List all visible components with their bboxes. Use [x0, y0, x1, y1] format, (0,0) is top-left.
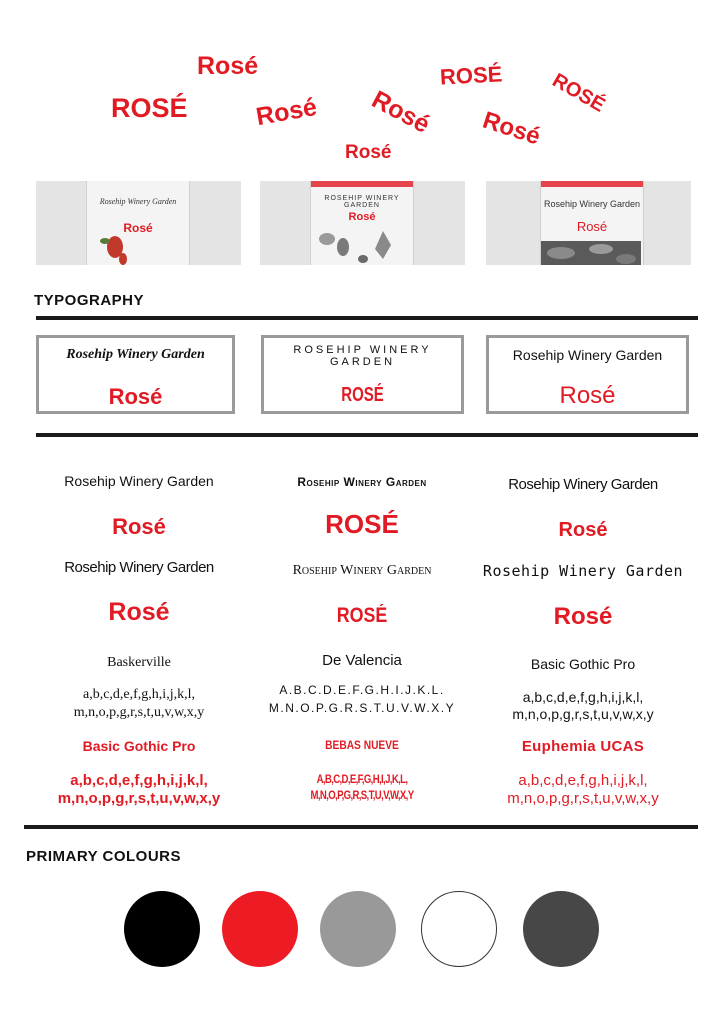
font-sample-rose: Rosé: [112, 514, 166, 539]
bottle-rose: Rosé: [123, 221, 153, 235]
colour-swatch-white: [421, 891, 497, 967]
alphabet-line: A.B.C.D.E.F.G.H.I.J.K.L.: [279, 683, 445, 697]
logo-rose: Rosé: [108, 384, 163, 409]
font-name: BEBAS NUEVE: [325, 738, 399, 752]
logo-box: [261, 335, 464, 414]
font-name: Basic Gothic Pro: [530, 656, 636, 672]
scatter-word: ROSÉ: [111, 93, 188, 123]
font-sample-brand: Rosehip Winery Garden: [64, 473, 214, 489]
alphabet-line: m,n,o,p,g,r,s,t,u,v,w,x,y: [512, 706, 654, 722]
colour-swatch-grey: [320, 891, 396, 967]
alphabet-line: A,B,C,D,E,F,G,H,I,J,K,L,: [316, 772, 408, 786]
scatter-word: Rosé: [479, 106, 544, 151]
font-sample-brand: Rosehip Winery Garden: [508, 476, 658, 493]
rosehip-icon: [95, 231, 135, 265]
leaves-pattern-icon: [541, 241, 641, 265]
alphabet-line: a,b,c,d,e,f,g,h,i,j,k,l,: [83, 687, 195, 702]
logo-brand: ROSEHIP WINERY GARDEN: [293, 344, 432, 368]
alphabet-line: m,n,o,p,g,r,s,t,u,v,w,x,y: [507, 790, 659, 807]
colours-title: PRIMARY COLOURS: [26, 848, 182, 865]
alphabet-line: a,b,c,d,e,f,g,h,i,j,k,l,: [522, 689, 644, 705]
colour-swatch-red: [222, 891, 298, 967]
bottle-mockup: [486, 181, 691, 265]
font-sample-rose: Rosé: [553, 603, 613, 630]
font-sample-rose: Rosé: [558, 519, 608, 541]
logo-box: [36, 335, 235, 414]
logo-brand: Rosehip Winery Garden: [512, 347, 663, 363]
font-sample-brand: Rosehip Winery Garden: [297, 475, 427, 489]
font-sample-rose: Rosé: [108, 598, 170, 626]
divider: [24, 825, 698, 829]
scatter-word: ROSÉ: [548, 69, 609, 117]
logo-rose: ROSÉ: [341, 384, 384, 406]
bottle-mockup: [36, 181, 241, 265]
bottle-brand: Rosehip Winery Garden: [543, 199, 641, 209]
font-name: De Valencia: [322, 652, 402, 669]
bottle-body: [540, 181, 644, 265]
bottle-cap: [311, 181, 413, 187]
logo-rose: Rosé: [559, 382, 616, 409]
bottle-brand: Rosehip Winery Garden: [99, 197, 177, 206]
rosehip-sketch-icon: [313, 225, 409, 265]
font-name: Basic Gothic Pro: [82, 738, 196, 754]
typography-title: TYPOGRAPHY: [34, 292, 145, 309]
divider: [36, 316, 698, 320]
alphabet-line: a,b,c,d,e,f,g,h,i,j,k,l,: [518, 772, 648, 789]
divider: [36, 433, 698, 437]
colour-swatch-dark-grey: [523, 891, 599, 967]
scatter-word: Rosé: [197, 52, 259, 80]
bottle-cap: [541, 181, 643, 187]
bottle-body: [310, 181, 414, 265]
bottle-mockup: [260, 181, 465, 265]
scatter-word: Rosé: [253, 92, 320, 132]
font-sample-rose: ROSÉ: [336, 604, 388, 627]
alphabet-line: m,n,o,p,g,r,s,t,u,v,w,x,y: [57, 790, 221, 807]
bottle-brand: ROSEHIP WINERY GARDEN: [324, 195, 400, 209]
font-sample-rose: ROSÉ: [325, 509, 399, 539]
font-sample-brand: Rosehip Winery Garden: [64, 559, 214, 576]
alphabet-line: M.N.O.P.G.R.S.T.U.V.W.X.Y: [268, 701, 456, 715]
font-name: Baskerville: [107, 655, 171, 670]
logo-box: [486, 335, 689, 414]
scatter-word: Rosé: [345, 142, 392, 163]
logo-brand: Rosehip Winery Garden: [66, 347, 205, 362]
font-sample-brand: Rosehip Winery Garden: [292, 563, 432, 578]
bottle-body: [86, 181, 190, 265]
bottle-rose: Rosé: [348, 211, 376, 223]
font-sample-brand: Rosehip Winery Garden: [482, 562, 684, 580]
colour-swatch-black: [124, 891, 200, 967]
font-name: Euphemia UCAS: [521, 738, 645, 755]
alphabet-line: M,N,O,P,G,R,S,T,U,V,W,X,Y: [310, 788, 414, 802]
scatter-word: ROSÉ: [439, 61, 503, 90]
alphabet-line: a,b,c,d,e,f,g,h,i,j,k,l,: [70, 772, 208, 789]
scatter-word: Rosé: [367, 85, 435, 139]
bottle-rose: Rosé: [576, 219, 608, 234]
alphabet-line: m,n,o,p,g,r,s,t,u,v,w,x,y: [73, 705, 205, 720]
